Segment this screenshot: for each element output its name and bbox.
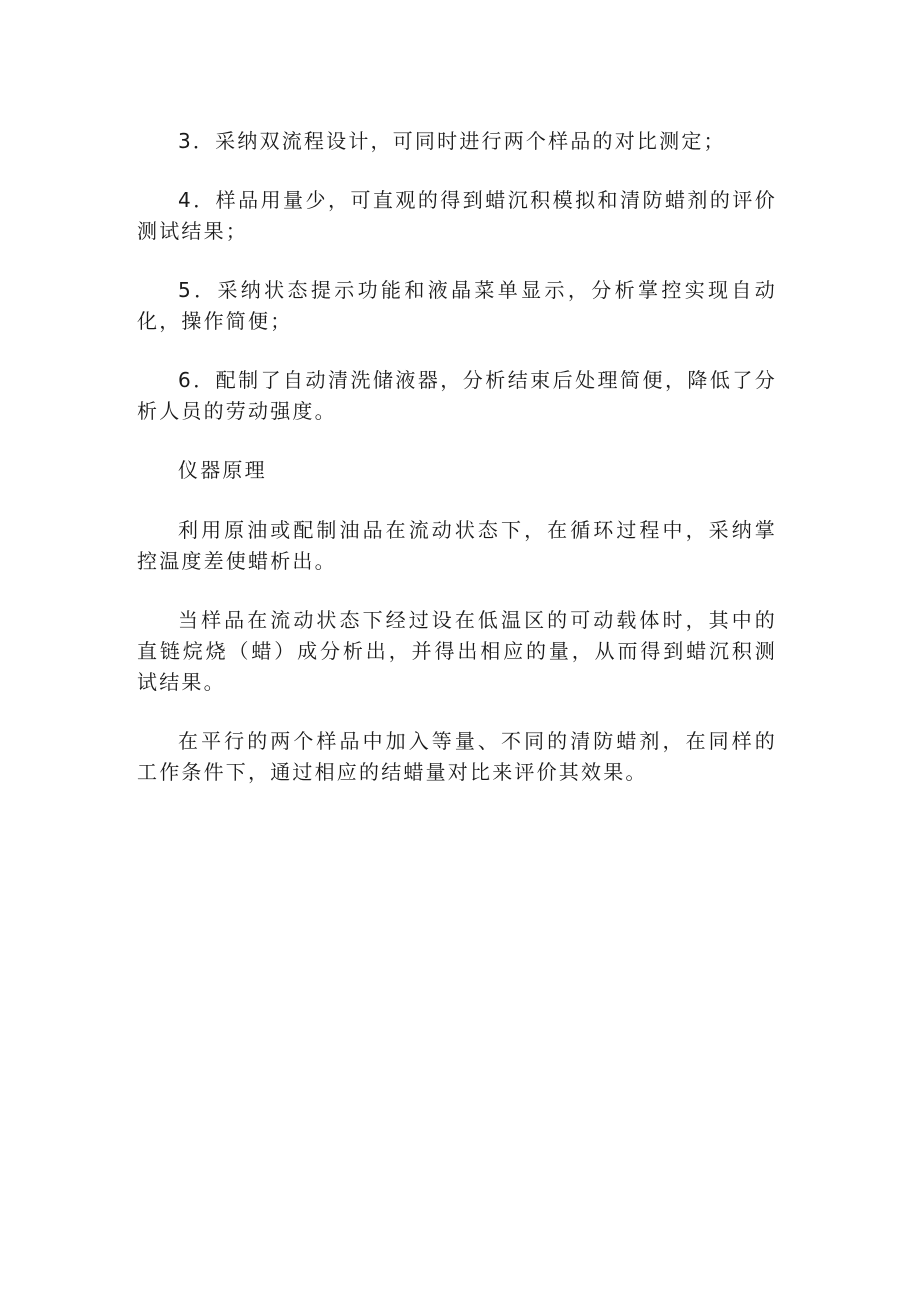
section-heading: 仪器原理: [178, 458, 267, 482]
principle-paragraph-3: 在平行的两个样品中加入等量、不同的清防蜡剂，在同样的工作条件下，通过相应的结蜡量对比来评价其效果。: [137, 729, 777, 784]
feature-item-3: 3．采纳双流程设计，可同时进行两个样品的对比测定；: [178, 129, 726, 153]
feature-item-4: 4．样品用量少，可直观的得到蜡沉积模拟和清防蜡剂的评价测试结果；: [137, 188, 777, 243]
feature-item-5: 5．采纳状态提示功能和液晶菜单显示，分析掌控实现自动化，操作简便；: [137, 278, 777, 333]
principle-paragraph-2: 当样品在流动状态下经过设在低温区的可动载体时，其中的直链烷烧（蜡）成分析出，并得出相应的量，从而得到蜡沉积测试结果。: [137, 608, 777, 694]
principle-paragraph-1: 利用原油或配制油品在流动状态下，在循环过程中，采纳掌控温度差使蜡析出。: [137, 518, 777, 573]
feature-item-6: 6．配制了自动清洗储液器，分析结束后处理简便，降低了分析人员的劳动强度。: [137, 368, 777, 423]
document-body: [137, 126, 777, 816]
